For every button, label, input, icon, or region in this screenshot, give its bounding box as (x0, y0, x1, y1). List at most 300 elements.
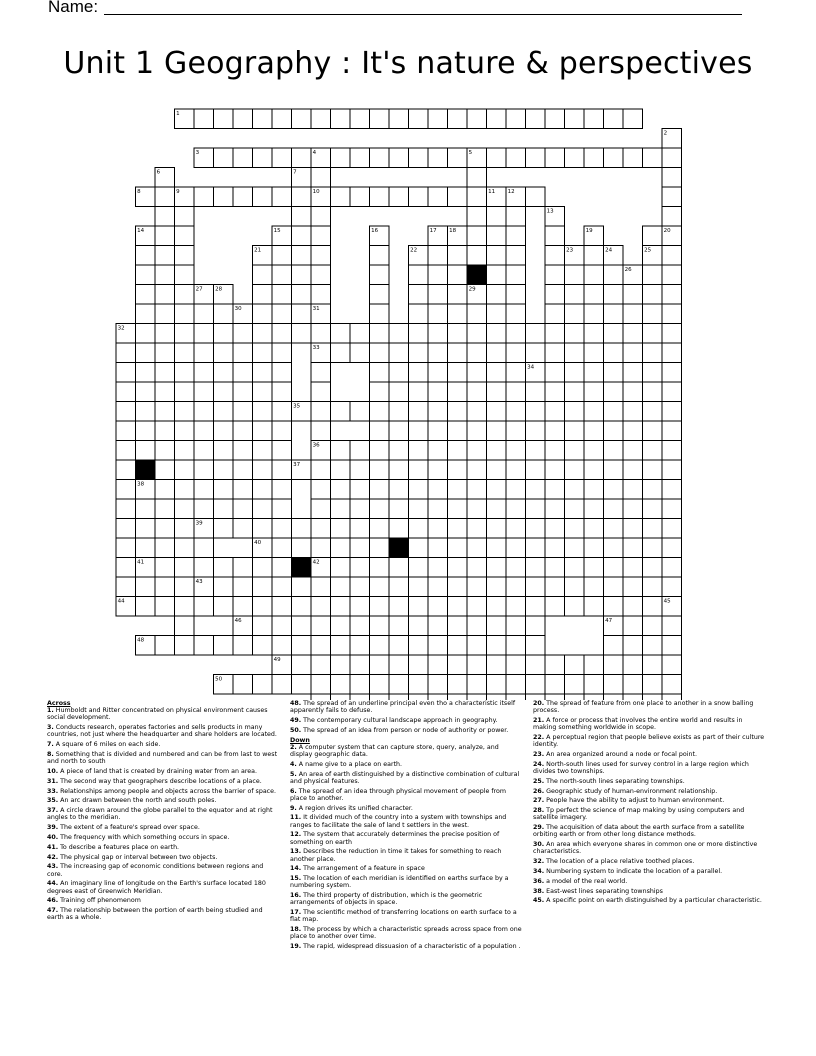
grid-cell[interactable] (272, 577, 292, 597)
grid-cell[interactable] (331, 499, 351, 519)
grid-cell[interactable] (623, 324, 643, 344)
grid-cell[interactable] (662, 538, 682, 558)
grid-cell[interactable] (662, 246, 682, 266)
grid-cell[interactable] (194, 402, 214, 422)
grid-cell[interactable] (116, 363, 136, 383)
grid-cell[interactable] (194, 109, 214, 129)
grid-cell[interactable] (545, 402, 565, 422)
grid-cell[interactable] (389, 499, 409, 519)
grid-cell[interactable] (448, 655, 468, 675)
grid-cell[interactable] (272, 187, 292, 207)
grid-cell[interactable] (506, 441, 526, 461)
grid-cell[interactable] (487, 207, 507, 227)
grid-cell[interactable] (214, 480, 234, 500)
grid-cell[interactable] (350, 343, 370, 363)
grid-cell[interactable] (331, 460, 351, 480)
grid-cell[interactable] (584, 246, 604, 266)
grid-cell[interactable] (272, 363, 292, 383)
grid-cell[interactable] (623, 480, 643, 500)
grid-cell[interactable] (604, 460, 624, 480)
grid-cell[interactable] (233, 499, 253, 519)
grid-cell[interactable] (155, 324, 175, 344)
grid-cell[interactable] (253, 363, 273, 383)
grid-cell[interactable] (389, 363, 409, 383)
grid-cell[interactable] (506, 421, 526, 441)
grid-cell[interactable] (662, 616, 682, 636)
grid-cell[interactable] (253, 402, 273, 422)
grid-cell[interactable] (311, 382, 331, 402)
grid-cell[interactable] (350, 441, 370, 461)
grid-cell[interactable] (272, 324, 292, 344)
grid-cell[interactable] (565, 304, 585, 324)
grid-cell[interactable] (545, 460, 565, 480)
grid-cell[interactable] (526, 577, 546, 597)
grid-cell[interactable] (643, 441, 663, 461)
grid-cell[interactable] (428, 187, 448, 207)
grid-cell[interactable] (175, 421, 195, 441)
grid-cell[interactable] (194, 304, 214, 324)
grid-cell[interactable] (467, 655, 487, 675)
grid-cell[interactable] (506, 148, 526, 168)
grid-cell[interactable] (565, 421, 585, 441)
grid-cell[interactable] (253, 577, 273, 597)
grid-cell[interactable] (370, 304, 390, 324)
grid-cell[interactable] (545, 675, 565, 695)
grid-cell[interactable] (311, 109, 331, 129)
grid-cell[interactable] (604, 538, 624, 558)
grid-cell[interactable] (331, 402, 351, 422)
grid-cell[interactable] (467, 636, 487, 656)
grid-cell[interactable] (604, 421, 624, 441)
grid-cell[interactable] (565, 285, 585, 305)
grid-cell[interactable] (136, 421, 156, 441)
grid-cell[interactable] (506, 363, 526, 383)
grid-cell[interactable] (487, 304, 507, 324)
grid-cell[interactable] (311, 519, 331, 539)
grid-cell[interactable] (604, 324, 624, 344)
grid-cell[interactable] (292, 636, 312, 656)
grid-cell[interactable] (623, 558, 643, 578)
grid-cell[interactable] (311, 675, 331, 695)
grid-cell[interactable] (370, 460, 390, 480)
grid-cell[interactable] (487, 402, 507, 422)
grid-cell[interactable] (506, 324, 526, 344)
grid-cell[interactable] (565, 460, 585, 480)
grid-cell[interactable] (389, 636, 409, 656)
grid-cell[interactable] (604, 597, 624, 617)
grid-cell[interactable] (155, 480, 175, 500)
grid-cell[interactable] (370, 636, 390, 656)
grid-cell[interactable] (545, 109, 565, 129)
grid-cell[interactable] (214, 343, 234, 363)
grid-cell[interactable] (584, 558, 604, 578)
grid-cell[interactable] (370, 246, 390, 266)
grid-cell[interactable] (136, 499, 156, 519)
grid-cell[interactable] (467, 421, 487, 441)
grid-cell[interactable] (565, 148, 585, 168)
grid-cell[interactable] (136, 324, 156, 344)
grid-cell[interactable] (662, 363, 682, 383)
grid-cell[interactable] (331, 480, 351, 500)
grid-cell[interactable] (136, 441, 156, 461)
grid-cell[interactable] (409, 109, 429, 129)
grid-cell[interactable] (116, 382, 136, 402)
grid-cell[interactable] (272, 441, 292, 461)
grid-cell[interactable] (311, 265, 331, 285)
grid-cell[interactable] (155, 285, 175, 305)
grid-cell[interactable] (331, 597, 351, 617)
grid-cell[interactable] (253, 499, 273, 519)
grid-cell[interactable] (175, 558, 195, 578)
grid-cell[interactable] (467, 343, 487, 363)
grid-cell[interactable] (643, 655, 663, 675)
grid-cell[interactable] (545, 538, 565, 558)
grid-cell[interactable] (448, 597, 468, 617)
grid-cell[interactable] (526, 402, 546, 422)
grid-cell[interactable] (545, 363, 565, 383)
grid-cell[interactable] (350, 402, 370, 422)
grid-cell[interactable] (370, 324, 390, 344)
grid-cell[interactable] (175, 343, 195, 363)
grid-cell[interactable] (292, 675, 312, 695)
grid-cell[interactable] (604, 363, 624, 383)
grid-cell[interactable] (487, 246, 507, 266)
grid-cell[interactable] (253, 480, 273, 500)
grid-cell[interactable] (370, 441, 390, 461)
grid-cell[interactable] (175, 265, 195, 285)
grid-cell[interactable] (272, 558, 292, 578)
grid-cell[interactable] (467, 109, 487, 129)
grid-cell[interactable] (506, 343, 526, 363)
grid-cell[interactable] (487, 382, 507, 402)
grid-cell[interactable] (662, 675, 682, 695)
grid-cell[interactable] (331, 441, 351, 461)
grid-cell[interactable] (623, 382, 643, 402)
grid-cell[interactable] (448, 246, 468, 266)
grid-cell[interactable] (428, 402, 448, 422)
grid-cell[interactable] (506, 499, 526, 519)
grid-cell[interactable] (428, 382, 448, 402)
grid-cell[interactable] (214, 421, 234, 441)
grid-cell[interactable] (448, 616, 468, 636)
grid-cell[interactable] (604, 402, 624, 422)
grid-cell[interactable] (350, 558, 370, 578)
grid-cell[interactable] (155, 441, 175, 461)
grid-cell[interactable] (643, 402, 663, 422)
grid-cell[interactable] (370, 538, 390, 558)
grid-cell[interactable] (194, 499, 214, 519)
grid-cell[interactable] (194, 363, 214, 383)
grid-cell[interactable] (467, 616, 487, 636)
grid-cell[interactable] (506, 616, 526, 636)
grid-cell[interactable] (409, 480, 429, 500)
grid-cell[interactable] (253, 187, 273, 207)
grid-cell[interactable] (662, 519, 682, 539)
grid-cell[interactable] (428, 265, 448, 285)
grid-cell[interactable] (604, 343, 624, 363)
grid-cell[interactable] (155, 207, 175, 227)
grid-cell[interactable] (643, 675, 663, 695)
grid-cell[interactable] (506, 675, 526, 695)
grid-cell[interactable] (350, 538, 370, 558)
grid-cell[interactable] (604, 655, 624, 675)
grid-cell[interactable] (272, 382, 292, 402)
grid-cell[interactable] (194, 441, 214, 461)
grid-cell[interactable] (604, 675, 624, 695)
grid-cell[interactable] (662, 187, 682, 207)
grid-cell[interactable] (194, 187, 214, 207)
grid-cell[interactable] (604, 636, 624, 656)
grid-cell[interactable] (643, 226, 663, 246)
grid-cell[interactable] (155, 343, 175, 363)
grid-cell[interactable] (214, 519, 234, 539)
grid-cell[interactable] (487, 363, 507, 383)
grid-cell[interactable] (331, 577, 351, 597)
grid-cell[interactable] (662, 324, 682, 344)
grid-cell[interactable] (292, 187, 312, 207)
grid-cell[interactable] (292, 148, 312, 168)
grid-cell[interactable] (428, 246, 448, 266)
grid-cell[interactable] (409, 538, 429, 558)
grid-cell[interactable] (272, 343, 292, 363)
grid-cell[interactable] (350, 597, 370, 617)
grid-cell[interactable] (448, 285, 468, 305)
grid-cell[interactable] (292, 616, 312, 636)
grid-cell[interactable] (467, 363, 487, 383)
grid-cell[interactable] (292, 577, 312, 597)
grid-cell[interactable] (292, 597, 312, 617)
grid-cell[interactable] (214, 382, 234, 402)
grid-cell[interactable] (272, 460, 292, 480)
grid-cell[interactable] (331, 558, 351, 578)
grid-cell[interactable] (565, 382, 585, 402)
grid-cell[interactable] (253, 460, 273, 480)
grid-cell[interactable] (253, 421, 273, 441)
grid-cell[interactable] (253, 304, 273, 324)
grid-cell[interactable] (311, 636, 331, 656)
grid-cell[interactable] (662, 304, 682, 324)
grid-cell[interactable] (409, 675, 429, 695)
grid-cell[interactable] (448, 421, 468, 441)
grid-cell[interactable] (428, 421, 448, 441)
grid-cell[interactable] (311, 402, 331, 422)
grid-cell[interactable] (604, 382, 624, 402)
grid-cell[interactable] (194, 324, 214, 344)
grid-cell[interactable] (584, 519, 604, 539)
grid-cell[interactable] (526, 148, 546, 168)
grid-cell[interactable] (233, 441, 253, 461)
grid-cell[interactable] (272, 480, 292, 500)
grid-cell[interactable] (214, 577, 234, 597)
grid-cell[interactable] (116, 519, 136, 539)
grid-cell[interactable] (233, 519, 253, 539)
grid-cell[interactable] (175, 363, 195, 383)
grid-cell[interactable] (370, 558, 390, 578)
grid-cell[interactable] (292, 265, 312, 285)
grid-cell[interactable] (155, 577, 175, 597)
grid-cell[interactable] (136, 246, 156, 266)
grid-cell[interactable] (233, 187, 253, 207)
grid-cell[interactable] (311, 616, 331, 636)
grid-cell[interactable] (565, 109, 585, 129)
grid-cell[interactable] (409, 382, 429, 402)
grid-cell[interactable] (311, 421, 331, 441)
grid-cell[interactable] (565, 558, 585, 578)
grid-cell[interactable] (311, 246, 331, 266)
grid-cell[interactable] (662, 343, 682, 363)
grid-cell[interactable] (292, 226, 312, 246)
grid-cell[interactable] (428, 597, 448, 617)
grid-cell[interactable] (643, 558, 663, 578)
grid-cell[interactable] (311, 168, 331, 188)
grid-cell[interactable] (292, 324, 312, 344)
grid-cell[interactable] (331, 519, 351, 539)
grid-cell[interactable] (370, 343, 390, 363)
grid-cell[interactable] (643, 304, 663, 324)
grid-cell[interactable] (233, 421, 253, 441)
grid-cell[interactable] (233, 675, 253, 695)
grid-cell[interactable] (662, 168, 682, 188)
grid-cell[interactable] (487, 499, 507, 519)
grid-cell[interactable] (448, 382, 468, 402)
grid-cell[interactable] (253, 324, 273, 344)
grid-cell[interactable] (253, 343, 273, 363)
grid-cell[interactable] (253, 616, 273, 636)
grid-cell[interactable] (155, 538, 175, 558)
grid-cell[interactable] (214, 636, 234, 656)
grid-cell[interactable] (370, 187, 390, 207)
grid-cell[interactable] (448, 441, 468, 461)
grid-cell[interactable] (311, 324, 331, 344)
grid-cell[interactable] (175, 402, 195, 422)
grid-cell[interactable] (175, 480, 195, 500)
grid-cell[interactable] (623, 519, 643, 539)
grid-cell[interactable] (545, 519, 565, 539)
grid-cell[interactable] (506, 402, 526, 422)
grid-cell[interactable] (467, 538, 487, 558)
grid-cell[interactable] (467, 499, 487, 519)
grid-cell[interactable] (155, 402, 175, 422)
grid-cell[interactable] (487, 636, 507, 656)
grid-cell[interactable] (409, 636, 429, 656)
grid-cell[interactable] (428, 363, 448, 383)
grid-cell[interactable] (272, 246, 292, 266)
grid-cell[interactable] (643, 460, 663, 480)
grid-cell[interactable] (526, 636, 546, 656)
grid-cell[interactable] (487, 577, 507, 597)
grid-cell[interactable] (623, 577, 643, 597)
grid-cell[interactable] (467, 246, 487, 266)
grid-cell[interactable] (331, 655, 351, 675)
grid-cell[interactable] (526, 597, 546, 617)
grid-cell[interactable] (253, 519, 273, 539)
grid-cell[interactable] (272, 636, 292, 656)
grid-cell[interactable] (389, 402, 409, 422)
grid-cell[interactable] (545, 577, 565, 597)
grid-cell[interactable] (116, 558, 136, 578)
grid-cell[interactable] (272, 616, 292, 636)
grid-cell[interactable] (272, 597, 292, 617)
grid-cell[interactable] (428, 480, 448, 500)
grid-cell[interactable] (448, 636, 468, 656)
grid-cell[interactable] (409, 655, 429, 675)
grid-cell[interactable] (662, 460, 682, 480)
grid-cell[interactable] (116, 480, 136, 500)
grid-cell[interactable] (584, 382, 604, 402)
grid-cell[interactable] (350, 655, 370, 675)
grid-cell[interactable] (292, 304, 312, 324)
grid-cell[interactable] (584, 304, 604, 324)
grid-cell[interactable] (662, 577, 682, 597)
grid-cell[interactable] (623, 655, 643, 675)
grid-cell[interactable] (272, 519, 292, 539)
grid-cell[interactable] (350, 187, 370, 207)
grid-cell[interactable] (272, 421, 292, 441)
grid-cell[interactable] (526, 421, 546, 441)
grid-cell[interactable] (350, 480, 370, 500)
grid-cell[interactable] (467, 675, 487, 695)
grid-cell[interactable] (487, 324, 507, 344)
grid-cell[interactable] (506, 636, 526, 656)
grid-cell[interactable] (643, 363, 663, 383)
grid-cell[interactable] (370, 363, 390, 383)
grid-cell[interactable] (448, 460, 468, 480)
grid-cell[interactable] (155, 187, 175, 207)
grid-cell[interactable] (487, 675, 507, 695)
grid-cell[interactable] (350, 499, 370, 519)
grid-cell[interactable] (311, 226, 331, 246)
grid-cell[interactable] (389, 187, 409, 207)
grid-cell[interactable] (194, 480, 214, 500)
grid-cell[interactable] (487, 538, 507, 558)
grid-cell[interactable] (389, 421, 409, 441)
grid-cell[interactable] (545, 597, 565, 617)
grid-cell[interactable] (311, 577, 331, 597)
grid-cell[interactable] (487, 460, 507, 480)
grid-cell[interactable] (623, 304, 643, 324)
grid-cell[interactable] (643, 499, 663, 519)
grid-cell[interactable] (370, 285, 390, 305)
grid-cell[interactable] (584, 285, 604, 305)
grid-cell[interactable] (467, 577, 487, 597)
grid-cell[interactable] (467, 304, 487, 324)
grid-cell[interactable] (194, 597, 214, 617)
grid-cell[interactable] (467, 187, 487, 207)
grid-cell[interactable] (604, 499, 624, 519)
grid-cell[interactable] (233, 460, 253, 480)
grid-cell[interactable] (487, 597, 507, 617)
grid-cell[interactable] (214, 402, 234, 422)
grid-cell[interactable] (584, 324, 604, 344)
grid-cell[interactable] (155, 246, 175, 266)
grid-cell[interactable] (331, 148, 351, 168)
grid-cell[interactable] (506, 109, 526, 129)
grid-cell[interactable] (506, 226, 526, 246)
grid-cell[interactable] (311, 499, 331, 519)
grid-cell[interactable] (389, 597, 409, 617)
grid-cell[interactable] (545, 265, 565, 285)
grid-cell[interactable] (155, 363, 175, 383)
grid-cell[interactable] (623, 441, 643, 461)
grid-cell[interactable] (350, 675, 370, 695)
grid-cell[interactable] (643, 538, 663, 558)
grid-cell[interactable] (428, 304, 448, 324)
grid-cell[interactable] (526, 343, 546, 363)
grid-cell[interactable] (389, 558, 409, 578)
grid-cell[interactable] (643, 421, 663, 441)
grid-cell[interactable] (214, 597, 234, 617)
grid-cell[interactable] (506, 577, 526, 597)
